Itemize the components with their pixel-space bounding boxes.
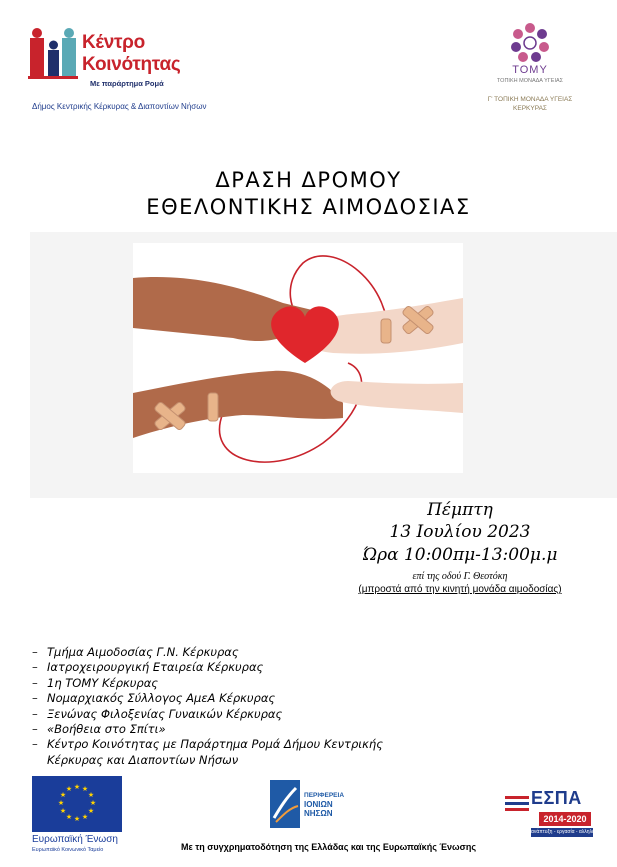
logo-line-2: Κοινότητας [82, 54, 181, 75]
eu-fund: Ευρωπαϊκό Κοινωνικό Ταμείο [32, 847, 104, 853]
espa-logo [505, 788, 605, 840]
svg-text:★: ★ [57, 799, 65, 807]
svg-text:★: ★ [65, 785, 73, 793]
eu-stars-icon [32, 776, 122, 832]
title-line-2: ΕΘΕΛΟΝΤΙΚΗΣ ΑΙΜΟΔΟΣΙΑΣ [146, 195, 471, 219]
espa-flag-icon [505, 792, 529, 816]
list-item: – Νομαρχιακός Σύλλογος ΑμεΑ Κέρκυρας [32, 691, 452, 706]
family-figures-icon [28, 28, 78, 82]
event-day: Πέμπτη [427, 500, 493, 520]
list-item: – 1η ΤΟΜΥ Κέρκυρας [32, 676, 452, 691]
list-item: – Ιατροχειρουργική Εταιρεία Κέρκυρας [32, 660, 452, 675]
svg-text:★: ★ [87, 807, 95, 815]
kentro-koinotitas-logo [28, 28, 207, 116]
svg-text:★: ★ [89, 799, 97, 807]
blood-donation-hands-heart-icon [133, 243, 463, 473]
logo-line-1: Κέντρο [82, 32, 145, 53]
eu-flag-icon [32, 776, 122, 832]
espa-name: ΕΣΠΑ [531, 788, 582, 808]
espa-tagline: ανάπτυξη - εργασία - αλληλεγγύη [531, 829, 605, 835]
list-item: – «Βοήθεια στο Σπίτι» [32, 722, 452, 737]
svg-text:★: ★ [73, 815, 81, 823]
svg-text:★: ★ [87, 791, 95, 799]
tomy-name: ΤΟΜΥ [512, 64, 548, 76]
tomy-subtitle: ΤΟΠΙΚΗ ΜΟΝΑΔΑ ΥΓΕΙΑΣ [496, 78, 564, 84]
logo-line-3: Με παράρτημα Ρομά [90, 79, 164, 88]
svg-text:★: ★ [65, 813, 73, 821]
svg-text:★: ★ [81, 785, 89, 793]
tomy-unit-line-1: Γ' ΤΟΠΙΚΗ ΜΟΝΑΔΑ ΥΓΕΙΑΣ [487, 96, 573, 103]
tomy-logo [470, 20, 590, 120]
event-location-note: (μπροστά από την κινητή μονάδα αιμοδοσίας) [358, 584, 562, 595]
tomy-unit-line-2: ΚΕΡΚΥΡΑΣ [513, 105, 547, 112]
region-line-3: ΝΗΣΩΝ [304, 809, 333, 818]
partner-list [32, 645, 452, 768]
tomy-flower-icon [508, 20, 552, 64]
svg-text:★: ★ [81, 813, 89, 821]
list-item: – Ξενώνας Φιλοξενίας Γυναικών Κέρκυρας [32, 707, 452, 722]
svg-text:★: ★ [73, 783, 81, 791]
event-time: Ώρα 10:00πμ-13:00μ.μ [362, 545, 558, 565]
title-line-1: ΔΡΑΣΗ ΔΡΟΜΟΥ [215, 168, 402, 192]
logo-municipality: Δήμος Κεντρικής Κέρκυρας & Διαποντίων Νήσων [32, 102, 207, 111]
event-date: 13 Ιουλίου 2023 [389, 522, 531, 542]
espa-period: 2014-2020 [539, 812, 591, 826]
list-item-continuation: Κέρκυρας και Διαποντίων Νήσων [47, 752, 239, 767]
svg-text:★: ★ [59, 807, 67, 815]
cofinance-text: Με τη συγχρηματοδότηση της Ελλάδας και της Ευρωπαϊκής Ένωσης [180, 842, 476, 852]
region-line-2: ΙΟΝΙΩΝ [304, 800, 333, 809]
ionian-emblem-icon [268, 778, 302, 830]
ionian-region-logo [268, 778, 348, 836]
list-item: – Τμήμα Αιμοδοσίας Γ.Ν. Κέρκυρας [32, 645, 452, 660]
list-item: – Κέντρο Κοινότητας με Παράρτημα Ρομά Δήμου Κεντρικής [32, 737, 452, 752]
svg-text:★: ★ [59, 791, 67, 799]
region-line-1: ΠΕΡΙΦΕΡΕΙΑ [304, 792, 345, 799]
eu-name: Ευρωπαϊκή Ένωση [32, 834, 118, 845]
event-location: επί της οδού Γ. Θεοτόκη [412, 571, 508, 582]
